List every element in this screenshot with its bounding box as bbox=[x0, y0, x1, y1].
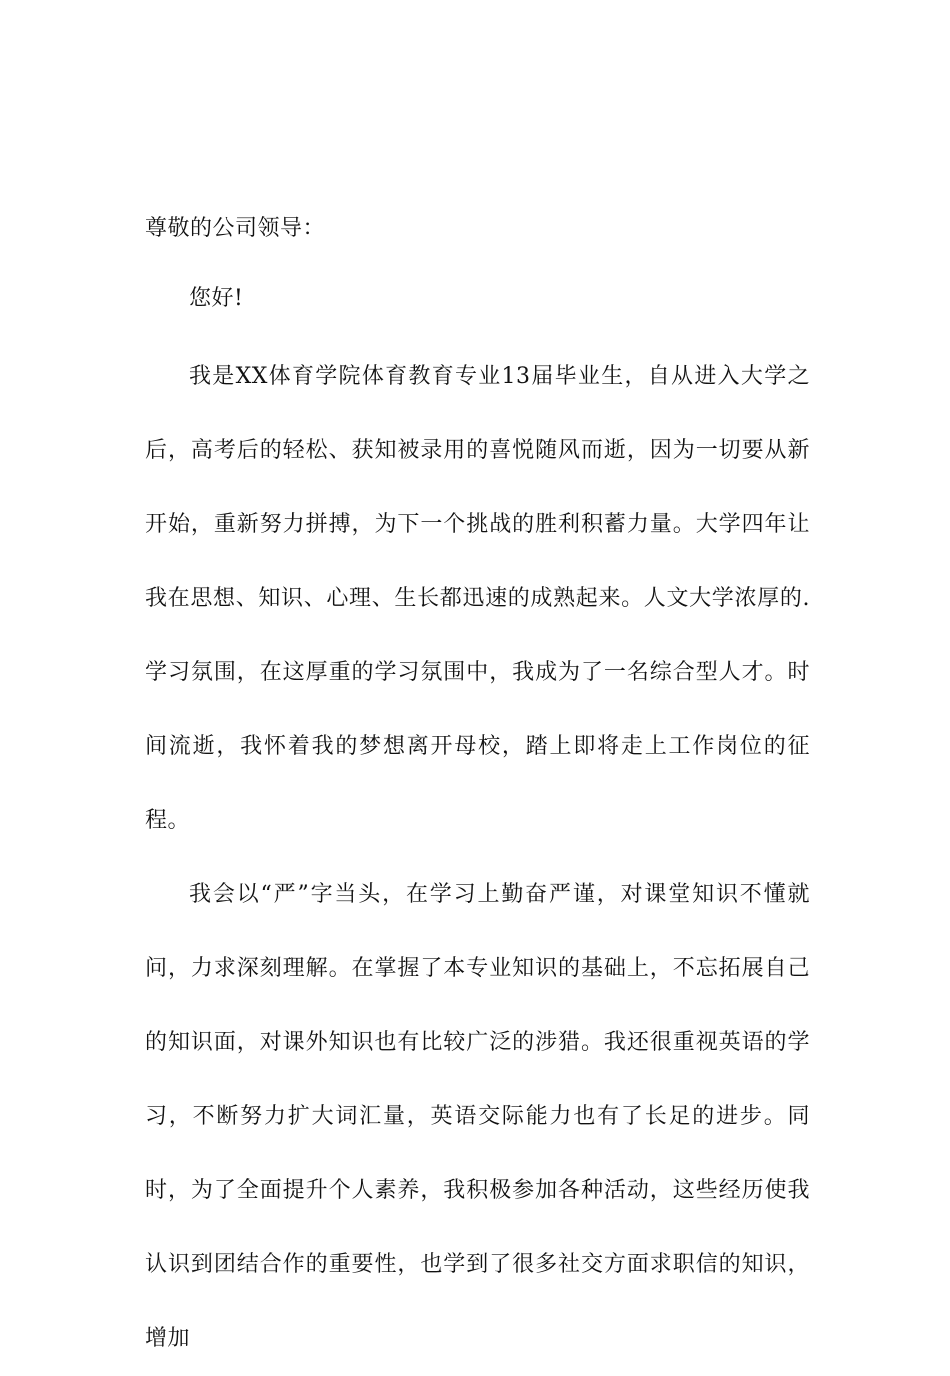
paragraph-intro: 我是XX体育学院体育教育专业13届毕业生，自从进入大学之后，高考后的轻松、获知被录用的喜悦随风而逝，因为一切要从新开始，重新努力拼搏，为下一个挑战的胜利积蓄力量。大学四年让我在思想、知识、心理、生长都迅速的成熟起来。人文大学浓厚的.学习氛围，在这厚重的学习氛围中，我成为了一名综合型人才。时间流逝，我怀着我的梦想离开母校，踏上即将走上工作岗位的征程。 bbox=[145, 364, 810, 833]
paragraph-study: 我会以“严”字当头，在学习上勤奋严谨，对课堂知识不懂就问，力求深刻理解。在掌握了本专业知识的基础上，不忘拓展自己的知识面，对课外知识也有比较广泛的涉猎。我还很重视英语的学习，不断努力扩大词汇量，英语交际能力也有了长足的进步。同时，为了全面提升个人素养，我积极参加各种活动，这些经历使我认识到团结合作的重要性，也学到了很多社交方面求职信的知识，增加 bbox=[145, 882, 810, 1351]
salutation: 尊敬的公司领导： bbox=[145, 216, 326, 241]
letter-body bbox=[145, 200, 810, 1376]
greeting: 您好! bbox=[189, 286, 244, 311]
